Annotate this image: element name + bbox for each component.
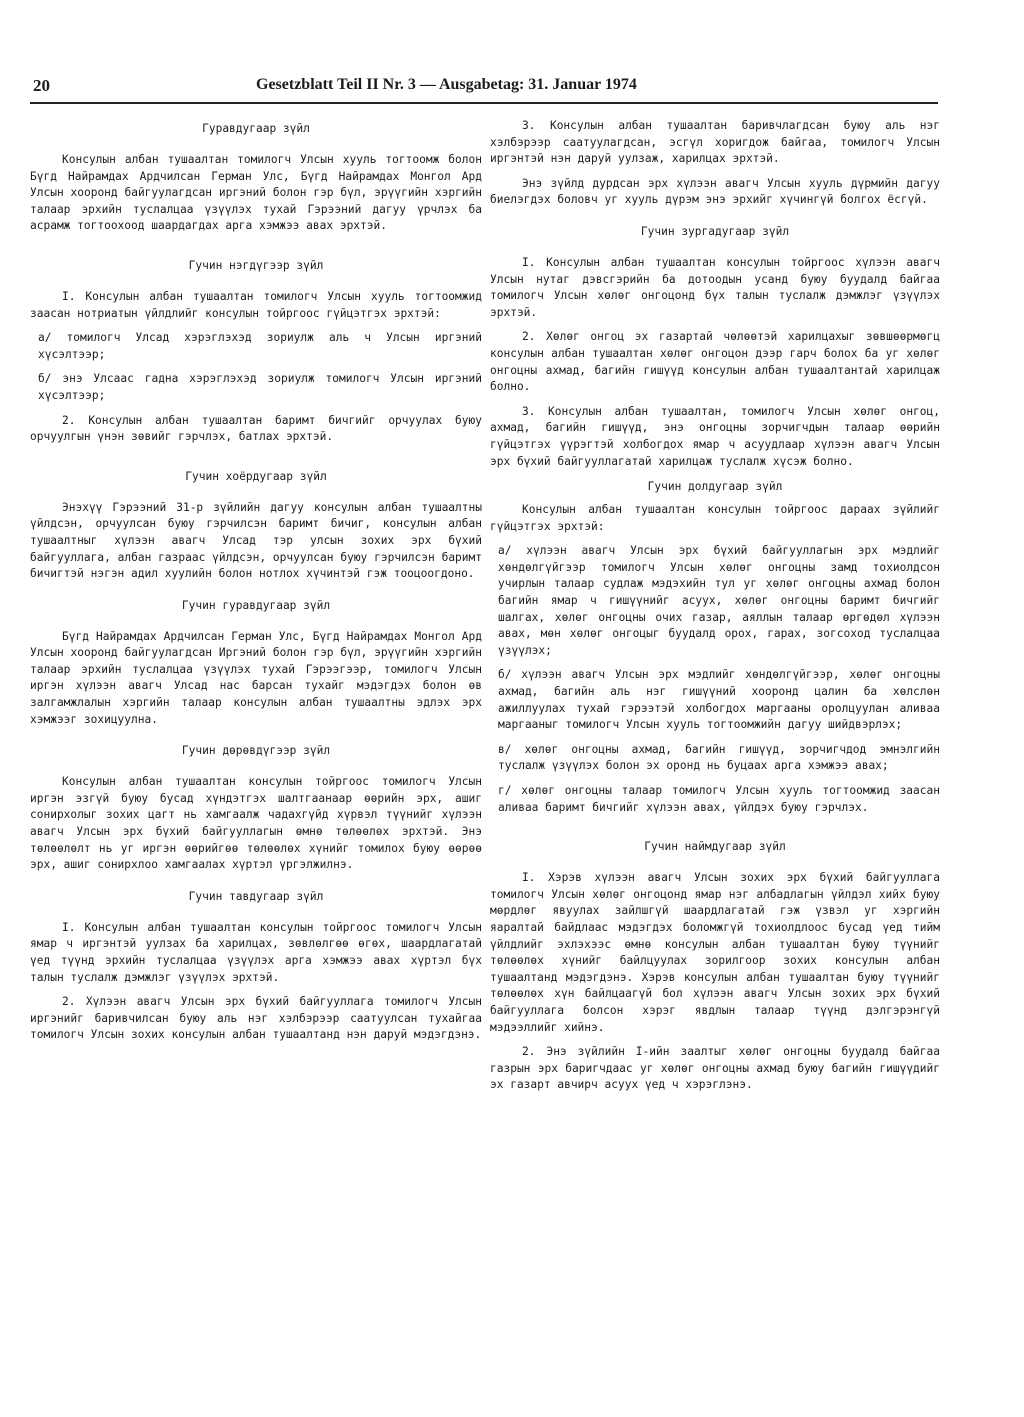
page-number: 20 [33, 76, 50, 95]
article-heading: Гучин нэгдүгээр зүйл [188, 258, 324, 272]
paragraph: 2. Хүлээн авагч Улсын эрх бүхий байгууллага томилогч Улсын иргэнийг баривчилсан буюу аль нэг хэлбэрээр саатуулсан тухайгаа томилогч Улсын зохих консулын албан тушаалтанд нэн даруй мэдэгдэнэ. [30, 995, 482, 1042]
article-heading: Гучин долдугаар зүйл [647, 480, 783, 494]
article-heading: Гучин зургадугаар зүйл [640, 224, 790, 238]
paragraph: Консулын албан тушаалтан консулын тойргоос дараах зүйлийг гүйцэтгэх эрхтэй: [490, 503, 940, 533]
paragraph: а/ томилогч Улсад хэрэглэхэд зориулж аль ч Улсын иргэний хүсэлтээр; [38, 331, 482, 361]
paragraph: б/ хүлээн авагч Улсын эрх мэдлийг хөндөлгүйгээр, хөлөг онгоцны ахмад, багийн аль нэг гишүүний хооронд цалин ба хөлслөн ажиллуулах тухай гэрээтэй холбогдох маргааны оролцуулан аливаа маргааныг томилогч Улсын хууль тогтоомжийн дагуу шийдвэрлэх; [498, 668, 940, 732]
paragraph: Консулын албан тушаалтан томилогч Улсын хууль тогтоомж болон Бүгд Найрамдах Ардчилсан Герман Улс, Бүгд Найрамдах Монгол Ард Улсын хооронд байгуулагдсан иргэний болон гэр бүл, эрүүгийн хэргийн талаар эрхийн туслалцаа үзүүлэх тухай Гэрээний дагуу үрчлэх ба асрамж тогтоохоод шаардагдах арга хэмжээ авах эрхтэй. [30, 153, 482, 233]
paragraph: Энэхүү Гэрээний 31-р зүйлийн дагуу консулын албан тушаалтны үйлдсэн, орчуулсан буюу гэрчилсэн баримт бичиг, консулын албан тушаалтныг хүлээн авагч Улсад тэр улсын зохих эрх бүхий байгууллага, албан газраас үйлдсэн, орчуулсан буюу гэрчилсэн баримт бичигтэй нэгэн адил хуулийн болон нотлох хүчинтэй гэж тооцоогдоно. [30, 500, 482, 581]
gazette-title: Gesetzblatt Teil II Nr. 3 — Ausgabetag: 31. Januar 1974 [256, 76, 637, 93]
paragraph: Консулын албан тушаалтан консулын тойргоос томилогч Улсын иргэн эзгүй буюу бусад хүндэтгэх шалтгаанаар өөрийн эрх, ашиг сонирхолыг зохих цагт нь хамгаалж чадахгүйд хүрвэл түүнийг хүлээн авагч Улсын эрх бүхий байгууллагын өмнө төлөөлөх эрхтэй. Энэ төлөөлөлт нь уг иргэн өөрийгөө төлөөлөх хүнийг томилох буюу өөрөө эрх, ашиг сонирхлоо хамгаалах хүртэл үргэлжилнэ. [30, 775, 482, 872]
paragraph: I. Консулын албан тушаалтан консулын тойргоос томилогч Улсын ямар ч иргэнтэй уулзах ба харилцах, зөвлөлгөө өгөх, шаардлагатай үед түүнд эрхийн туслалцаа үзүүлэх арга хэмжээ авах хүртэл бүх талын туслалж дэмжлэг үзүүлэх эрхтэй. [30, 920, 482, 984]
paragraph: б/ энэ Улсаас гадна хэрэглэхэд зориулж томилогч Улсын иргэний хүсэлтээр; [38, 372, 482, 402]
left-column [30, 112, 482, 1052]
paragraph: I. Хэрэв хүлээн авагч Улсын зохих эрх бүхий байгууллага томилогч Улсын хөлөг онгоцонд ямар нэг албадлагын үйлдэл хийх буюу мөрдлөг явуулах зайлшгүй шаардлагатай гэж үзвэл уг хэргийн яаралтай байдлаас мэдэгдэх боломжгүй тохиолдлоос бусад үед тийм үйлдлийг эхлэхээс өмнө консулын албан тушаалтан буюу түүнийг төлөөлөх хүнийг байлцуулах зорилгоор зохих консулын албан тушаалтанд мэдэгдэнэ. Хэрэв консулын албан тушаалтан буюу түүнийг төлөөлөх хүн байлцаагүй бол хүлээн авагч Улсын зохих эрх бүхий байгууллага болсон хэрэг явдлын талаар түүнд дэлгэрэнгүй мэдээллийг хийнэ. [490, 871, 940, 1034]
right-column [490, 112, 940, 1102]
paragraph: 3. Консулын албан тушаалтан баривчлагдсан буюу аль нэг хэлбэрээр саатуулагдсан, эсгүл хоригдож байгаа, томилогч Улсын иргэнтэй нэн даруй уулзаж, харилцах эрхтэй. [490, 119, 940, 166]
paragraph: 3. Консулын албан тушаалтан, томилогч Улсын хөлөг онгоц, ахмад, багийн гишүүд, энэ онгоцны зорчигчдын талаар өөрийн гүйцэтгэх үүрэгтэй холбогдох ямар ч асуудлаар хүлээн авагч Улсын эрх бүхий байгууллагатай харилцаж туслалж хүсэж болно. [490, 404, 940, 468]
paragraph: 2. Консулын албан тушаалтан баримт бичгийг орчуулах буюу орчуулгын үнэн зөвийг гэрчлэх, батлах эрхтэй. [30, 413, 482, 444]
article-heading: Гуравдугаар зүйл [202, 122, 310, 135]
article-heading: Гучин наймдугаар зүйл [644, 840, 786, 854]
paragraph: г/ хөлөг онгоцны талаар томилогч Улсын хууль тогтоомжид заасан аливаа баримт бичгийг хүлээн авах, үйлдэх буюу гэрчлэх. [498, 784, 940, 814]
article-heading: Гучин хоёрдугаар зүйл [185, 469, 327, 483]
paragraph: I. Консулын албан тушаалтан консулын тойргоос хүлээн авагч Улсын нутаг дэвсгэрийн ба дотоодын усанд буюу буудалд байгаа томилогч Улсын хөлөг онгоцонд бүх талын туслалж дэмжлэг үзүүлэх эрхтэй. [490, 255, 940, 319]
paragraph: 2. Хөлөг онгоц эх газартай чөлөөтэй харилцахыг зөвшөөрмөгц консулын албан тушаалтан хөлөг онгоцон дээр гарч болох ба уг хөлөг онгоцны ахмад, багийн гишүүд консулын албан тушаалтантай харилцаж болно. [490, 330, 940, 394]
page-header [30, 76, 938, 104]
paragraph: 2. Энэ зүйлийн I-ийн заалтыг хөлөг онгоцны буудалд байгаа газрын эрх баригчдаас уг хөлөг онгоцны ахмад буюу багийн гишүүдийг эх газарт авчирч асуух үед ч хэрэглэнэ. [490, 1045, 940, 1092]
paragraph: Энэ зүйлд дурдсан эрх хүлээн авагч Улсын хууль дүрмийн дагуу биелэгдэх боловч уг хууль дүрэм энэ эрхийг хүчингүй болгох ёсгүй. [490, 176, 940, 207]
paragraph: в/ хөлөг онгоцны ахмад, багийн гишүүд, зорчигчдод эмнэлгийн туслалж үзүүлэх болон эх оронд нь буцаах арга хэмжээ авах; [498, 742, 940, 773]
paragraph: а/ хүлээн авагч Улсын эрх бүхий байгууллагын эрх мэдлийг хөндөлгүйгээр томилогч Улсын хөлөг онгоцны замд тохиолдсон учирлын талаар судлаж мэдэхийн тул уг хөлөг онгоцны ахмад болон багийн ямар ч гишүүнийг асуух, хөлөг онгоцны баримт бичгийг шалгах, хөлөг онгоцны очих газар, аяллын талаар өргөдөл хүлээн авах, мөн хөлөг онгоцыг буудалд орох, гарах, зогсоход туслалцаа үзүүлэх; [498, 544, 940, 657]
article-heading: Гучин гуравдугаар зүйл [181, 598, 331, 612]
article-heading: Гучин тавдугаар зүйл [188, 889, 324, 903]
article-heading: Гучин дөрөвдүгээр зүйл [181, 744, 331, 758]
paragraph: Бүгд Найрамдах Ардчилсан Герман Улс, Бүгд Найрамдах Монгол Ард Улсын хооронд байгуулагдсан Иргэний болон гэр бүл, эрүүгийн хэргийн талаар эрхийн туслалцаа үзүүлэх тухай Гэрээгээр, томилогч Улсын иргэн хүлээн авагч Улсад нас барсан тухайг мэдэгдэх болон өв залгамжлалын хэргийн талаар консулын албан тушаалтны эдлэх эрх хэмжээг зохицуулна. [30, 629, 482, 726]
paragraph: I. Консулын албан тушаалтан томилогч Улсын хууль тогтоомжид заасан нотриатын үйлдлийг консулын тойргоос гүйцэтгэх эрхтэй: [30, 289, 482, 320]
